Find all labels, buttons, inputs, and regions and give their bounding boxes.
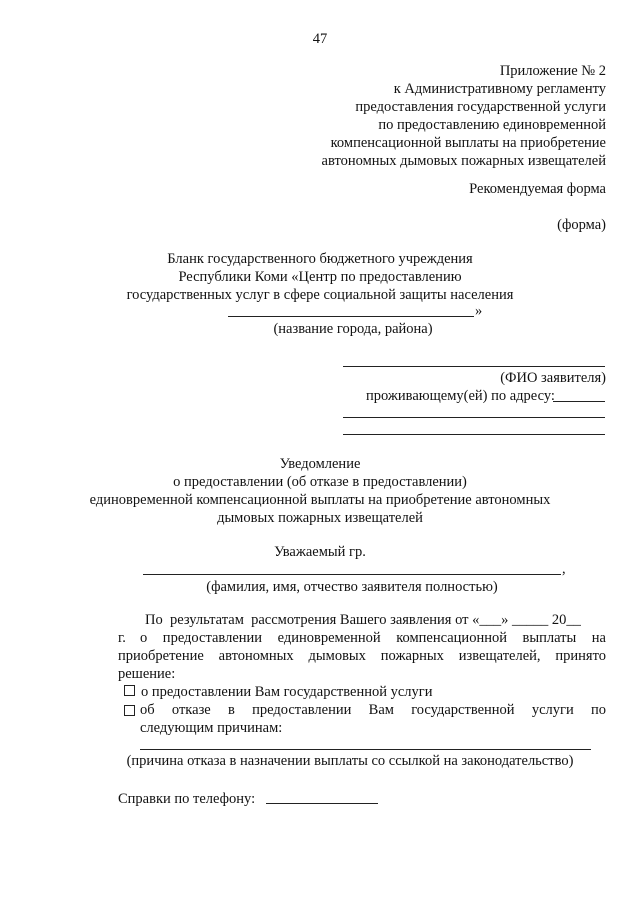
appendix-header (322, 62, 606, 170)
name-caption: (фамилия, имя, отчество заявителя полностью) (206, 579, 498, 595)
recommended-form: Рекомендуемая форма (469, 181, 606, 197)
reason-caption: (причина отказа в назначении выплаты со ссылкой на законодательство) (126, 753, 574, 769)
notice-title: Уведомление (279, 456, 361, 472)
checkbox[interactable] (124, 705, 135, 716)
greeting-comma: , (562, 561, 566, 577)
institution-line: Бланк государственного бюджетного учреждения (167, 251, 473, 267)
city-blank-line[interactable] (228, 316, 474, 317)
body-line: решение: (118, 666, 176, 682)
institution-line: государственных услуг в сфере социальной защиты населения (126, 287, 514, 303)
greeting: Уважаемый гр. (274, 544, 366, 560)
address-line[interactable] (553, 401, 605, 402)
option-label: об отказе в предоставлении Вам государственной услуги по (140, 702, 606, 718)
notice-line: единовременной компенсационной выплаты на приобретение автономных (89, 492, 551, 508)
body-line: о предоставлении единовременной компенсационной выплаты на (140, 630, 606, 646)
address-line[interactable] (343, 417, 605, 418)
appendix-line: Приложение № 2 (499, 63, 606, 79)
body-line-g: г. (118, 630, 126, 646)
appendix-line: предоставления государственной услуги (355, 99, 606, 115)
institution-line: Республики Коми «Центр по предоставлению (178, 269, 462, 285)
phone-label: Справки по телефону: (118, 791, 256, 807)
page-number: 47 (312, 31, 328, 47)
option-refused-cont: следующим причинам: (140, 720, 283, 736)
appendix-line: по предоставлению единовременной (378, 117, 606, 133)
appendix-line: компенсационной выплаты на приобретение (330, 135, 606, 151)
address-label: проживающему(ей) по адресу: (366, 388, 555, 404)
city-caption: (название города, района) (273, 321, 433, 337)
applicant-name-line[interactable] (143, 574, 561, 575)
phone-line[interactable] (266, 803, 378, 804)
body-line: По результатам рассмотрения Вашего заявления от «___» _____ 20__ (145, 612, 581, 628)
notice-line: дымовых пожарных извещателей (217, 510, 423, 526)
fio-caption: (ФИО заявителя) (500, 370, 606, 386)
closing-quote: » (475, 303, 483, 319)
applicant-fio-line[interactable] (343, 366, 605, 367)
option-refused[interactable] (124, 701, 606, 719)
checkbox[interactable] (124, 685, 135, 696)
body-line: приобретение автономных дымовых пожарных извещателей, принято (118, 648, 606, 664)
option-label: о предоставлении Вам государственной услуги (141, 684, 433, 700)
reason-line[interactable] (140, 749, 591, 750)
option-granted[interactable] (124, 683, 433, 701)
form-label: (форма) (557, 217, 606, 233)
appendix-line: автономных дымовых пожарных извещателей (321, 153, 606, 169)
address-line[interactable] (343, 434, 605, 435)
notice-line: о предоставлении (об отказе в предоставлении) (173, 474, 467, 490)
appendix-line: к Административному регламенту (393, 81, 606, 97)
